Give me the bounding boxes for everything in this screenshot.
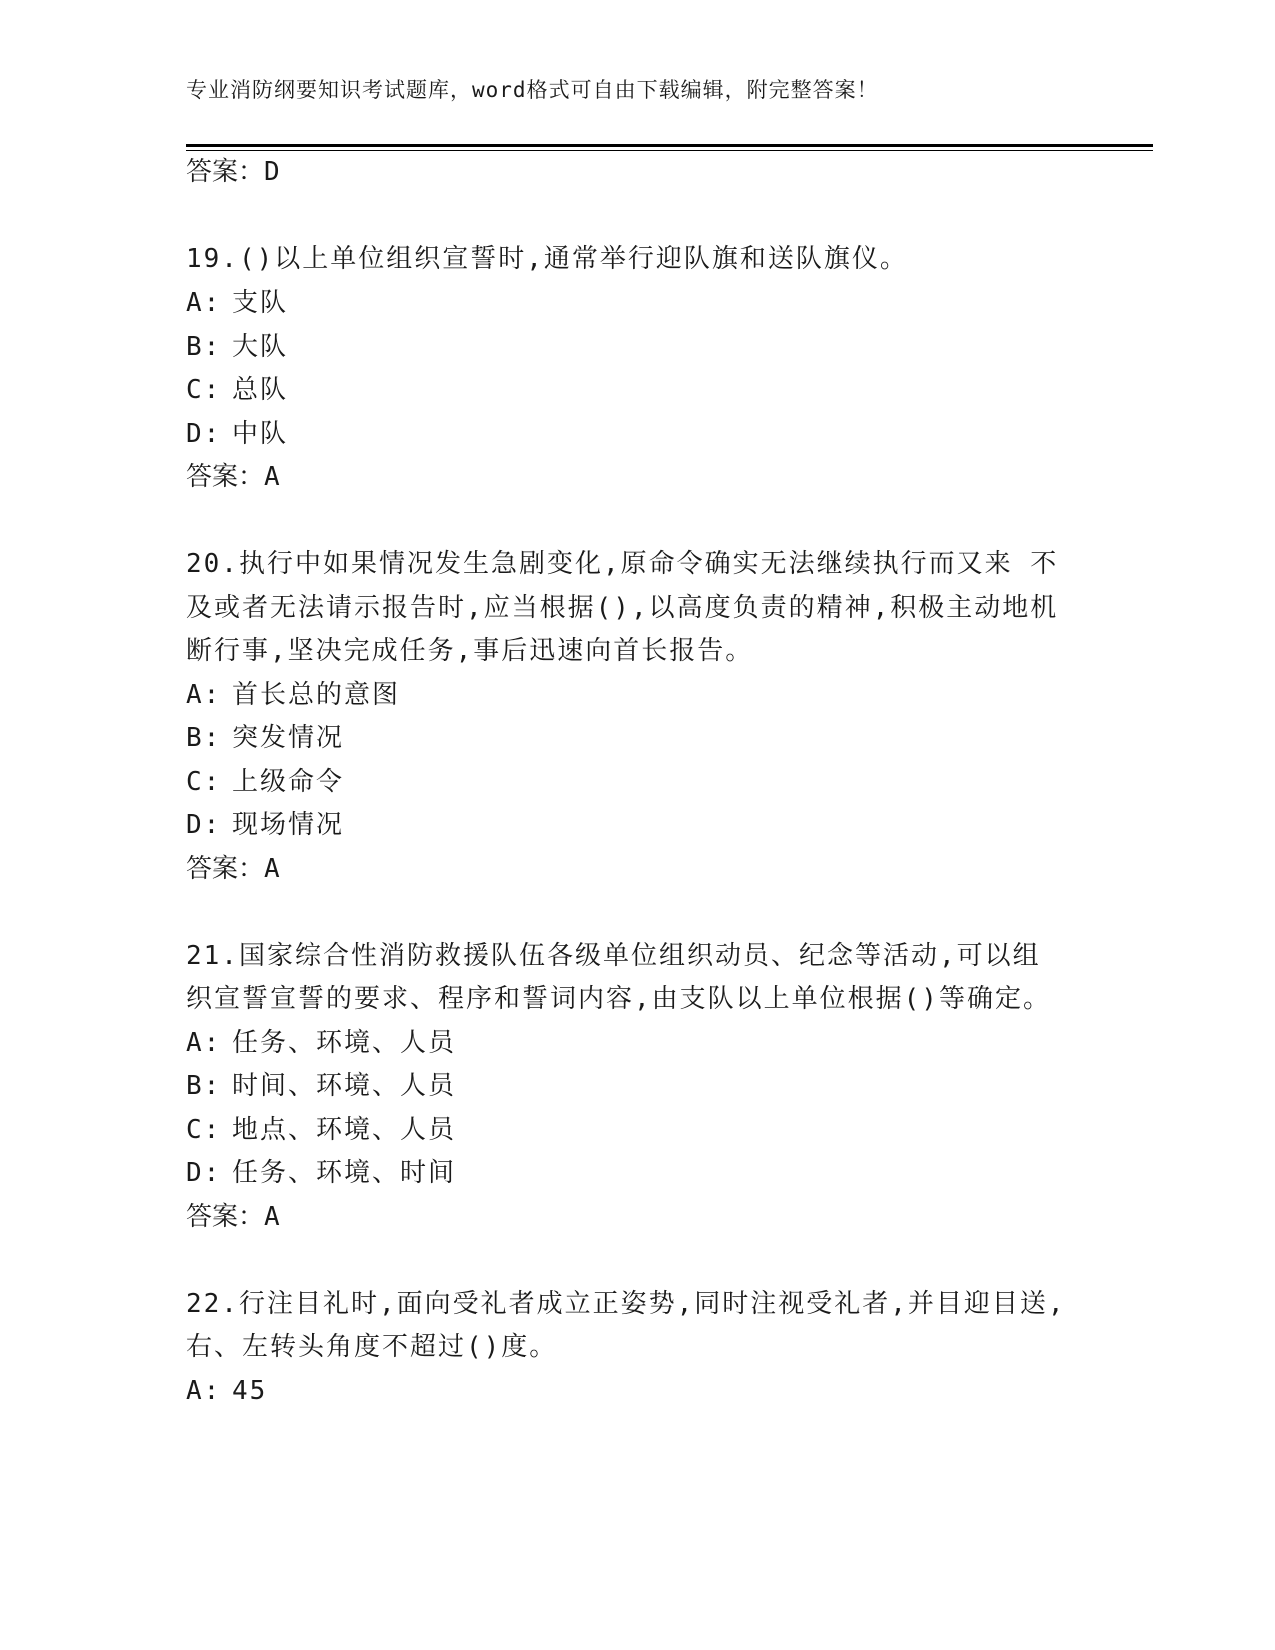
option-text: 突发情况 [232,723,345,753]
question-19-option-b [186,330,288,364]
question-21-answer [186,1200,280,1234]
option-text: 支队 [232,288,289,318]
option-text: 现场情况 [232,810,345,840]
question-20-answer [186,852,280,886]
option-text: 任务、环境、人员 [232,1028,457,1058]
option-text: 地点、环境、人员 [232,1115,457,1145]
option-text: 上级命令 [232,767,345,797]
option-letter: D: [186,1158,222,1188]
question-20-text-line-2: 及或者无法请示报告时,应当根据(),以高度负责的精神,积极主动地机 [186,593,1059,623]
option-letter: A: [186,1028,222,1058]
option-letter: B: [186,1071,222,1101]
answer-label: 答案： [186,157,265,187]
question-21-text-line-2: 织宣誓宣誓的要求、程序和誓词内容,由支队以上单位根据()等确定。 [186,984,1051,1014]
answer-value: A [264,854,280,884]
option-letter: B: [186,723,222,753]
option-text: 任务、环境、时间 [232,1158,457,1188]
answer-label: 答案： [186,462,265,492]
question-20-text-line-1: 20.执行中如果情况发生急剧变化,原命令确实无法继续执行而又来 不 [186,549,1059,579]
option-letter: C: [186,1115,222,1145]
option-letter: C: [186,767,222,797]
question-21-text-line-1: 21.国家综合性消防救援队伍各级单位组织动员、纪念等活动,可以组 [186,941,1041,971]
question-19-option-c [186,373,288,407]
option-letter: B: [186,332,222,362]
option-letter: A: [186,680,222,710]
option-text: 中队 [232,419,289,449]
option-text: 45 [232,1376,268,1406]
question-19-option-d [186,417,288,451]
question-19-option-a [186,286,288,320]
answer-label: 答案： [186,854,265,884]
answer-line-prev [186,155,280,189]
option-letter: D: [186,810,222,840]
question-19-text: 19.()以上单位组织宣誓时,通常举行迎队旗和送队旗仪。 [186,244,908,274]
question-20-text-line-3: 断行事,坚决完成任务,事后迅速向首长报告。 [186,636,754,666]
question-21-option-c [186,1113,456,1147]
header-divider-thin [186,150,1153,151]
answer-label: 答案： [186,1202,265,1232]
question-22-text-line-2: 右、左转头角度不超过()度。 [186,1332,558,1362]
question-20-option-a [186,678,400,712]
page-header: 专业消防纲要知识考试题库，word格式可自由下载编辑，附完整答案！ [186,78,879,102]
question-20-option-b [186,721,344,755]
header-divider [186,144,1153,147]
option-letter: D: [186,419,222,449]
option-text: 总队 [232,375,289,405]
question-22-text-line-1: 22.行注目礼时,面向受礼者成立正姿势,同时注视受礼者,并目迎目送, [186,1289,1066,1319]
option-letter: A: [186,1376,222,1406]
question-20-option-c [186,765,344,799]
question-21-option-b [186,1069,456,1103]
option-text: 首长总的意图 [232,680,401,710]
answer-value: A [264,462,280,492]
question-19-answer [186,460,280,494]
question-22-option-a [186,1374,267,1408]
option-letter: A: [186,288,222,318]
answer-value: D [264,157,280,187]
question-20-option-d [186,808,344,842]
option-letter: C: [186,375,222,405]
option-text: 时间、环境、人员 [232,1071,457,1101]
option-text: 大队 [232,332,289,362]
answer-value: A [264,1202,280,1232]
question-21-option-d [186,1156,456,1190]
question-21-option-a [186,1026,456,1060]
